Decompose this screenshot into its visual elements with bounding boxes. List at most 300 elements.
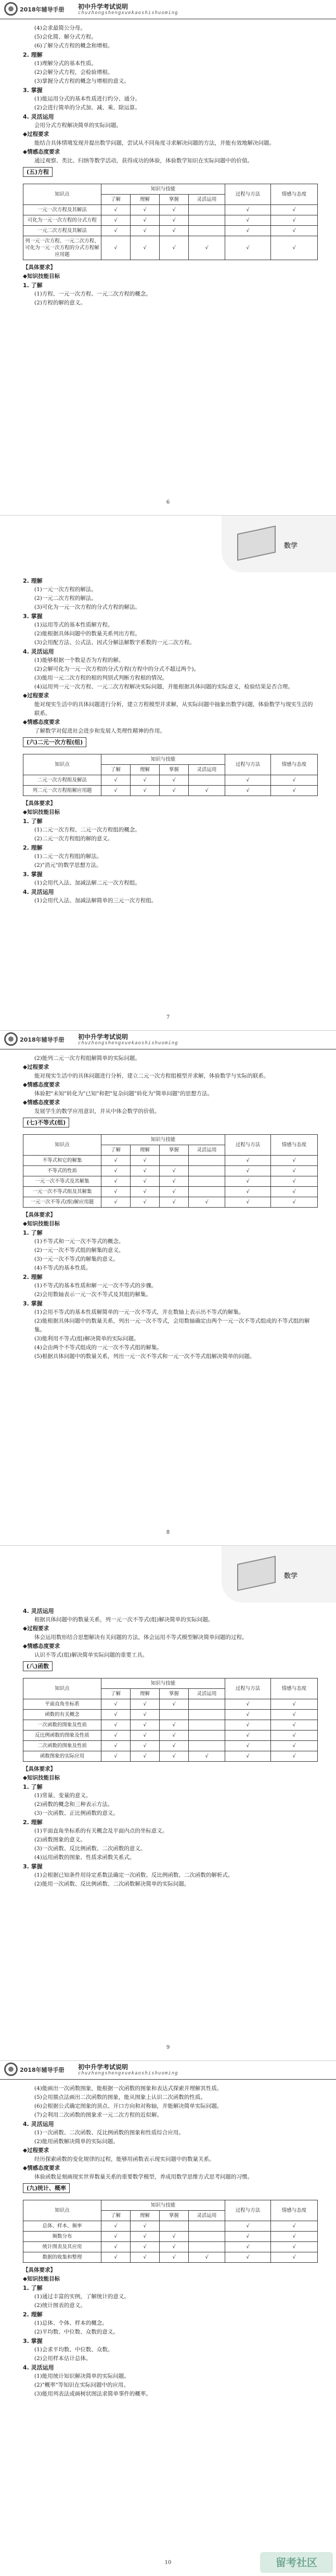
page-number: 7 <box>166 1015 170 1020</box>
check-cell: √ <box>131 215 160 226</box>
check-cell <box>160 2221 189 2232</box>
text-line: (2)函数的概念和三种表示方法。 <box>34 1801 113 1808</box>
logo-icon <box>4 2062 18 2076</box>
text-line: (4)能画出一次函数图象，能根据一次函数的图象和表达式探索并理解其性质。 <box>34 2085 223 2092</box>
column-header: 知识与技能 <box>101 754 225 765</box>
text-line: (2)一元一次不等式组的解集的意义。 <box>34 1247 124 1253</box>
table-row <box>23 1699 318 1710</box>
check-cell: √ <box>101 236 131 260</box>
table-title: (八)函数 <box>23 1661 53 1671</box>
sub-column-header: 了解 <box>101 765 131 775</box>
requirements-table <box>23 1134 318 1208</box>
text-line: (7)会利用二次函数的图象求一元二次方程的近似解。 <box>34 2112 162 2118</box>
text-line: (1)会根据已知条件用待定系数法确定一次函数、反比例函数、二次函数的解析式。 <box>34 1872 234 1878</box>
text-line: 1. 了解 <box>23 2285 43 2291</box>
check-cell: √ <box>225 205 271 215</box>
check-cell <box>189 1187 225 1197</box>
page-banner <box>222 1545 336 1603</box>
text-line: (4)运用函数的图象、性质求函数关系式。 <box>34 1854 135 1861</box>
table-row <box>23 1731 318 1741</box>
check-cell: √ <box>271 1156 318 1166</box>
column-header: 知识与技能 <box>101 2200 225 2211</box>
check-cell: √ <box>101 2232 131 2242</box>
sub-column-header: 灵活运用 <box>189 2211 225 2221</box>
text-line: (2)会用样本估计总体。 <box>34 2355 92 2362</box>
check-cell: √ <box>225 775 271 786</box>
check-cell: √ <box>160 215 189 226</box>
sub-column-header: 掌握 <box>160 195 189 205</box>
text-line: (1)二元一次方程组的解法。 <box>34 853 102 860</box>
page-header <box>0 0 336 19</box>
text-line: (1)一次函数、二次函数、反比例函数的图象和性质综合应用。 <box>34 2130 184 2136</box>
table-row <box>23 2221 318 2232</box>
requirements-table <box>23 2200 318 2263</box>
check-cell: √ <box>225 1187 271 1197</box>
knowledge-point-cell: 二次函数的图象及性质 <box>23 1741 101 1751</box>
page-divider <box>0 515 336 516</box>
text-line: 4. 灵活运用 <box>23 2364 54 2371</box>
check-cell: √ <box>131 2221 160 2232</box>
header-year: 2018年辅导手册 <box>20 1036 64 1043</box>
text-line: ◆情感态度要求 <box>23 1643 60 1649</box>
text-line: (6)了解分式方程的概念和增根。 <box>34 43 113 49</box>
knowledge-point-cell: 函数图象的实际应用 <box>23 1751 101 1762</box>
text-line: ◆过程要求 <box>23 1064 49 1070</box>
text-line: 【具体要求】 <box>23 1766 56 1772</box>
header-pinyin: chuzhongshengxuekaoshishuoming <box>78 10 178 16</box>
check-cell: √ <box>225 1720 271 1731</box>
text-line: 通过观察、类比、归纳等数学活动，获得成功的体验，体验数学知识在实际问题中的价值。 <box>34 158 253 164</box>
check-cell: √ <box>131 2242 160 2252</box>
table-title: (六)二元一次方程(组) <box>23 737 86 747</box>
sub-column-header: 了解 <box>101 1145 131 1156</box>
text-line: (4)运用列一元一次方程、一元二次方程解决实际问题，并能根据具体问题的实际意义，检验结果是否合理。 <box>34 684 293 690</box>
text-line: 2. 理解 <box>23 1819 43 1826</box>
check-cell: √ <box>131 2232 160 2242</box>
table-row <box>23 1166 318 1176</box>
check-cell: √ <box>225 2232 271 2242</box>
check-cell <box>189 1176 225 1187</box>
check-cell: √ <box>271 1197 318 1208</box>
column-header: 过程与方法 <box>225 1678 271 1699</box>
column-header: 过程与方法 <box>225 184 271 205</box>
check-cell: √ <box>189 1197 225 1208</box>
text-line: 3. 掌握 <box>23 613 43 620</box>
check-cell: √ <box>101 775 131 786</box>
text-line: ◆情感态度要求 <box>23 149 60 155</box>
check-cell: √ <box>131 2252 160 2263</box>
check-cell: √ <box>189 1751 225 1762</box>
table-row <box>23 1741 318 1751</box>
text-line: (5)会用描点法画出二次函数的图象，能从图象上认识二次函数的性质。 <box>34 2094 206 2100</box>
check-cell: √ <box>160 236 189 260</box>
logo-icon <box>4 1032 18 1046</box>
check-cell: √ <box>101 786 131 796</box>
text-line: 了解数学对促进社会进步和发展人类理性精神的作用。 <box>34 728 165 734</box>
check-cell: √ <box>189 236 225 260</box>
page-number: 10 <box>164 2560 172 2566</box>
text-line: (1)会用不等式的基本性质解简单的一元一次不等式，并在数轴上表示出不等式的解集。 <box>34 1309 244 1315</box>
text-line: (2)函数图象的意义。 <box>34 1837 86 1843</box>
column-header: 知识点 <box>23 1135 101 1156</box>
check-cell <box>189 1156 225 1166</box>
text-line: (1)会用代入法、加减法解二元一次方程组。 <box>34 880 140 886</box>
check-cell: √ <box>160 1751 189 1762</box>
text-line: (1)运用等式的基本性质解方程。 <box>34 622 113 628</box>
text-line: 【具体要求】 <box>23 800 56 806</box>
banner-label: 数学 <box>284 542 298 550</box>
text-line: (2)"消元"的数学思想方法。 <box>34 862 102 868</box>
header-title: 初中升学考试说明 <box>78 3 128 10</box>
check-cell: √ <box>101 1197 131 1208</box>
column-header: 知识点 <box>23 2200 101 2221</box>
sub-column-header: 掌握 <box>160 1689 189 1699</box>
check-cell: √ <box>101 1731 131 1741</box>
column-header: 知识点 <box>23 1678 101 1699</box>
text-line: (3)一元一次不等式的解集的意义。 <box>34 1256 119 1262</box>
text-line: ◆过程要求 <box>23 131 49 137</box>
table-row <box>23 2252 318 2263</box>
knowledge-point-cell: 一元一次不等式(组)解应用题 <box>23 1197 101 1208</box>
check-cell <box>189 2242 225 2252</box>
check-cell: √ <box>225 226 271 236</box>
text-line: (5)根据具体问题中的数量关系，列出一元一次不等式和一元一次不等式组解决简单的问题。 <box>34 1353 255 1360</box>
check-cell: √ <box>101 226 131 236</box>
text-line: (2)会解分式方程，会检验增根。 <box>34 69 113 75</box>
check-cell: √ <box>160 2232 189 2242</box>
text-line: 3. 掌握 <box>23 871 43 878</box>
sub-column-header: 理解 <box>131 2211 160 2221</box>
check-cell: √ <box>225 1156 271 1166</box>
table-title: (七)不等式(组) <box>23 1118 69 1127</box>
text-line: (2)能用一次函数、反比例函数、二次函数解决简单的实际问题。 <box>34 1881 190 1887</box>
check-cell: √ <box>131 1156 160 1166</box>
text-line: 【具体要求】 <box>23 264 56 271</box>
text-line: 3. 掌握 <box>23 1863 43 1870</box>
column-header: 情感与态度 <box>271 2200 318 2221</box>
check-cell: √ <box>225 215 271 226</box>
table-row <box>23 1176 318 1187</box>
text-line: 能结合具体情境发现并提出数学问题，尝试从不同角度寻求解决问题的方法，并能有效地解决问题。 <box>34 140 275 146</box>
knowledge-point-cell: 一元一次不等式及其解集 <box>23 1176 101 1187</box>
knowledge-point-cell: 总体、样本、频率 <box>23 2221 101 2232</box>
check-cell: √ <box>131 1731 160 1741</box>
text-line: (2)能根据具体问题中的数量关系列出方程。 <box>34 631 140 637</box>
column-header: 过程与方法 <box>225 754 271 775</box>
check-cell: √ <box>101 1176 131 1187</box>
knowledge-point-cell: 平面直角坐标系 <box>23 1699 101 1710</box>
check-cell: √ <box>160 226 189 236</box>
check-cell: √ <box>271 1741 318 1751</box>
check-cell: √ <box>160 1731 189 1741</box>
table-row <box>23 236 318 260</box>
text-line: ◆情感态度要求 <box>23 2165 60 2171</box>
document-page <box>0 1545 336 2060</box>
check-cell: √ <box>101 2242 131 2252</box>
check-cell: √ <box>131 786 160 796</box>
page-content <box>23 576 317 905</box>
check-cell: √ <box>271 1187 318 1197</box>
sub-column-header: 灵活运用 <box>189 195 225 205</box>
text-line: (4)会求最简公分母。 <box>34 25 86 31</box>
sub-column-header: 掌握 <box>160 765 189 775</box>
table-row <box>23 2232 318 2242</box>
column-header: 情感与态度 <box>271 1678 318 1699</box>
book-icon <box>237 526 276 561</box>
page-number: 9 <box>166 2045 170 2050</box>
column-header: 知识与技能 <box>101 1135 225 1145</box>
requirements-table <box>23 1678 318 1762</box>
header-pinyin: chuzhongshengxuekaoshishuoming <box>78 2071 178 2076</box>
text-line: 【具体要求】 <box>23 2267 56 2273</box>
sub-column-header: 了解 <box>101 1689 131 1699</box>
check-cell: √ <box>101 1187 131 1197</box>
check-cell: √ <box>271 1731 318 1741</box>
knowledge-point-cell: 函数的有关概念 <box>23 1710 101 1720</box>
knowledge-point-cell: 一元一次方程及其解法 <box>23 205 101 215</box>
page-banner <box>222 515 336 572</box>
requirements-table <box>23 184 318 260</box>
check-cell <box>189 226 225 236</box>
check-cell: √ <box>131 1751 160 1762</box>
table-row <box>23 775 318 786</box>
text-line: (3)能用列表法或画树状图法求简单事件的概率。 <box>34 2391 151 2397</box>
table-row <box>23 1710 318 1720</box>
text-line: (1)会用代入法、加减法解简单的三元一次方程组。 <box>34 898 157 904</box>
text-line: 能对现实生活中的具体问题进行分析，建立二元一次方程组模型并求解，体验数学与实际的联系。 <box>34 1073 269 1079</box>
header-pinyin: chuzhongshengxuekaoshishuoming <box>78 1041 178 1046</box>
page-content <box>23 1607 317 1889</box>
knowledge-point-cell: 数据的收集和整理 <box>23 2252 101 2263</box>
page-divider <box>0 1545 336 1546</box>
knowledge-point-cell: 列一元一次方程、一元二次方程、可化为一元一次方程的分式方程解应用题 <box>23 236 101 260</box>
check-cell <box>189 775 225 786</box>
text-line: 1. 了解 <box>23 818 43 825</box>
check-cell: √ <box>101 1156 131 1166</box>
check-cell: √ <box>225 236 271 260</box>
text-line: (2)会进行简单的分式加、减、乘、除运算。 <box>34 105 140 111</box>
check-cell: √ <box>271 1699 318 1710</box>
header-title: 初中升学考试说明 <box>78 1033 128 1041</box>
column-header: 知识与技能 <box>101 184 225 195</box>
check-cell: √ <box>131 1166 160 1176</box>
text-line: 会用分式方程解决简单的实际问题。 <box>34 122 122 129</box>
check-cell: √ <box>271 1176 318 1187</box>
text-line: (1)能运用分式的基本性质进行约分、通分。 <box>34 96 140 102</box>
text-line: 4. 灵活运用 <box>23 648 54 655</box>
check-cell: √ <box>225 1166 271 1176</box>
check-cell: √ <box>101 1720 131 1731</box>
check-cell: √ <box>225 786 271 796</box>
check-cell: √ <box>225 1176 271 1187</box>
check-cell: √ <box>225 2252 271 2263</box>
check-cell: √ <box>271 1720 318 1731</box>
table-row <box>23 1156 318 1166</box>
knowledge-point-cell: 统计图表及其应用 <box>23 2242 101 2252</box>
text-line: (2)平均数、中位数、众数的意义。 <box>34 2329 119 2335</box>
text-line: ◆知识技能目标 <box>23 1775 60 1781</box>
check-cell: √ <box>131 1699 160 1710</box>
text-line: 体验函数是刻画现实世界数量关系的重要数学模型，养成用数学思维方式思考问题的习惯。 <box>34 2174 253 2180</box>
text-line: (3)掌握分式方程的概念与增根的意义。 <box>34 78 130 84</box>
text-line: (2)二元一次方程组的解的意义。 <box>34 836 113 842</box>
text-line: ◆过程要求 <box>23 693 49 699</box>
table-row <box>23 1197 318 1208</box>
check-cell <box>189 1710 225 1720</box>
check-cell: √ <box>225 1699 271 1710</box>
page-number: 6 <box>166 499 170 505</box>
text-line: 认识不等式(组)解决简单实际问题的重要工具。 <box>34 1652 148 1658</box>
column-header: 知识与技能 <box>101 1678 225 1689</box>
column-header: 情感与态度 <box>271 184 318 205</box>
requirements-table <box>23 754 318 796</box>
watermark-logo: 留考社区 <box>260 2552 333 2573</box>
header-year: 2018年辅导手册 <box>20 2067 64 2073</box>
text-line: 1. 了解 <box>23 282 43 289</box>
text-line: (4)不等式的基本性质。 <box>34 1265 92 1271</box>
text-line: (3)能利用不等式(组)解决简单的实际问题。 <box>34 1336 139 1342</box>
check-cell: √ <box>271 236 318 260</box>
knowledge-point-cell: 二元一次方程组及解法 <box>23 775 101 786</box>
text-line: (4)会由两个不等式组成的一元一次不等式组的解集。 <box>34 1344 162 1351</box>
check-cell: √ <box>271 2232 318 2242</box>
text-line: (1)一元一次方程的解法。 <box>34 586 97 593</box>
text-line: 体验把"未知"转化为"已知"和把"复杂问题"转化为"简单问题"的思想方法。 <box>34 1091 213 1097</box>
text-line: ◆过程要求 <box>23 2147 49 2154</box>
check-cell <box>189 1741 225 1751</box>
check-cell <box>189 1720 225 1731</box>
text-line: (2)能用函数解决简单的实际问题。 <box>34 2138 119 2145</box>
text-line: (1)会求平均数、中位数、众数。 <box>34 2347 113 2353</box>
document-page <box>0 515 336 1030</box>
sub-column-header: 理解 <box>131 1689 160 1699</box>
check-cell: √ <box>189 786 225 796</box>
text-line: ◆情感态度要求 <box>23 1099 60 1106</box>
text-line: (1)总体、个体、样本的概念。 <box>34 2320 108 2326</box>
page-content <box>23 24 317 307</box>
table-row <box>23 2242 318 2252</box>
sub-column-header: 理解 <box>131 765 160 775</box>
check-cell: √ <box>160 205 189 215</box>
check-cell <box>189 2221 225 2232</box>
knowledge-point-cell: 一元二次方程及其解法 <box>23 226 101 236</box>
text-line: (2)一元二次方程的解法。 <box>34 595 97 601</box>
check-cell: √ <box>101 1166 131 1176</box>
knowledge-point-cell: 列二元一次方程组解应用题 <box>23 786 101 796</box>
sub-column-header: 灵活运用 <box>189 1689 225 1699</box>
text-line: 1. 了解 <box>23 1229 43 1236</box>
check-cell: √ <box>160 786 189 796</box>
header-title: 初中升学考试说明 <box>78 2064 128 2071</box>
sub-column-header: 理解 <box>131 1145 160 1156</box>
table-row <box>23 1751 318 1762</box>
text-line: (2)能列二元一次方程组解简单的实际问题。 <box>34 1055 140 1061</box>
text-line: 2. 理解 <box>23 578 43 584</box>
text-line: 经历探索函数的变化规律的过程，能够用函数表示现实问题中的数量关系。 <box>34 2156 215 2162</box>
sub-column-header: 灵活运用 <box>189 1145 225 1156</box>
text-line: (2)会解可化为一元一次方程的分式方程(方程中的分式不超过两个)。 <box>34 666 200 672</box>
column-header: 过程与方法 <box>225 1135 271 1156</box>
check-cell: √ <box>101 1699 131 1710</box>
column-header: 知识点 <box>23 754 101 775</box>
text-line: 体会运用数形结合思想解决有关问题的方法，体会运用不等式模型解决简单问题的过程。 <box>34 1634 248 1641</box>
check-cell: √ <box>101 1710 131 1720</box>
table-row <box>23 226 318 236</box>
text-line: ◆情感态度要求 <box>23 1082 60 1088</box>
sub-column-header: 了解 <box>101 195 131 205</box>
text-line: 3. 掌握 <box>23 2338 43 2344</box>
check-cell: √ <box>131 1187 160 1197</box>
check-cell: √ <box>225 1731 271 1741</box>
check-cell: √ <box>160 1187 189 1197</box>
document-page <box>0 0 336 515</box>
document-page <box>0 2060 336 2575</box>
text-line: 发展学生的数学应用意识，并从中体会数学的价值。 <box>34 1108 160 1114</box>
text-line: (1)常量、变量的意义。 <box>34 1792 92 1799</box>
check-cell <box>189 215 225 226</box>
sub-column-header: 了解 <box>101 2211 131 2221</box>
text-line: (3)一次函数、反比例函数、二次函数的意义。 <box>34 1846 146 1852</box>
text-line: (1)方程、一元一次方程、一元二次方程的概念。 <box>34 291 151 297</box>
text-line: 2. 理解 <box>23 52 43 58</box>
page-divider <box>0 1030 336 1031</box>
check-cell: √ <box>131 1741 160 1751</box>
knowledge-point-cell: 可化为一元一次方程的分式方程 <box>23 215 101 226</box>
text-line: ◆过程要求 <box>23 1625 49 1632</box>
check-cell: √ <box>225 1751 271 1762</box>
text-line: (1)二元一次方程、二元一次方程组的概念。 <box>34 827 140 833</box>
text-line: (2)会用数轴表示一元一次不等式及其组的解集。 <box>34 1291 151 1298</box>
check-cell: √ <box>160 1197 189 1208</box>
text-line: ◆知识技能目标 <box>23 273 60 279</box>
text-line: 4. 灵活运用 <box>23 889 54 895</box>
check-cell: √ <box>101 205 131 215</box>
text-line: (1)能用统计知识解决简单的实际问题。 <box>34 2373 130 2379</box>
text-line: (5)会化简、解分式方程。 <box>34 34 97 40</box>
text-line: 4. 灵活运用 <box>23 2121 54 2128</box>
check-cell: √ <box>271 1751 318 1762</box>
text-line: 3. 掌握 <box>23 1300 43 1307</box>
page-header <box>0 1030 336 1049</box>
knowledge-point-cell: 反比例函数的图象及性质 <box>23 1731 101 1741</box>
text-line: (1)能够根据一个数是否为方程的解。 <box>34 657 124 663</box>
check-cell: √ <box>271 786 318 796</box>
text-line: (1)理解分式的基本性质。 <box>34 60 97 67</box>
check-cell: √ <box>131 1197 160 1208</box>
text-line: 1. 了解 <box>23 1784 43 1790</box>
table-row <box>23 1720 318 1731</box>
sub-column-header: 掌握 <box>160 1145 189 1156</box>
document-page <box>0 1030 336 1545</box>
table-title: (九)统计、概率 <box>23 2183 70 2193</box>
text-line: 【具体要求】 <box>23 1212 56 1218</box>
header-year: 2018年辅导手册 <box>20 6 64 13</box>
column-header: 过程与方法 <box>225 2200 271 2221</box>
check-cell: √ <box>101 215 131 226</box>
text-line: 4. 灵活运用 <box>23 1608 54 1614</box>
column-header: 情感与态度 <box>271 754 318 775</box>
text-line: ◆知识技能目标 <box>23 809 60 815</box>
check-cell <box>160 1156 189 1166</box>
check-cell <box>189 1166 225 1176</box>
column-header: 知识点 <box>23 184 101 205</box>
table-row <box>23 1187 318 1197</box>
text-line: (3)会用配方法、公式法、因式分解法解数字系数的一元二次方程。 <box>34 639 195 646</box>
check-cell: √ <box>160 1166 189 1176</box>
check-cell: √ <box>225 2242 271 2252</box>
check-cell: √ <box>160 1176 189 1187</box>
check-cell: √ <box>131 775 160 786</box>
